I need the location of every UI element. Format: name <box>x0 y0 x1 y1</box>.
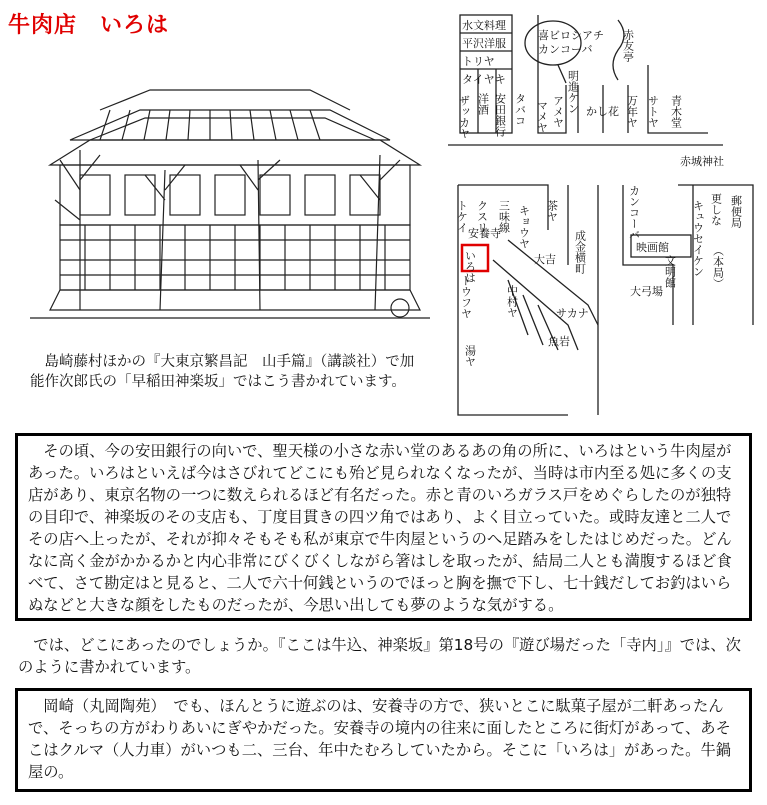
map-label-shop: 水文料理 <box>462 19 506 32</box>
map-label-yubin: 郵便局 <box>729 195 743 228</box>
map-label-zakkaya: ザッカヤ <box>457 95 471 139</box>
map-label-uoiwa: 魚岩 <box>548 335 570 348</box>
map-label-shop: タイヤキ <box>462 73 506 86</box>
body-paragraph: では、どこにあったのでしょうか。『ここは牛込、神楽坂』第18号の『遊び場だった「寺内」』では、次のように書かれています。 <box>18 636 741 676</box>
map-label-meiji: 明進ケン <box>566 70 580 114</box>
map-bubble-line: カンコーバ <box>538 43 593 56</box>
map-label-nakamura: 中村ヤ <box>505 285 519 318</box>
map-label-sakanaya: サカナ <box>556 307 589 320</box>
map-label-shop: 平沢洋服 <box>462 37 506 50</box>
map-label-yuya: 湯ヤ <box>463 345 477 367</box>
map-label-shamisen: 三味線 <box>497 200 511 233</box>
map-label-kanko: カンコーバ <box>627 185 641 240</box>
map-label-chaya: 茶ヤ <box>545 200 559 222</box>
map-label-satoya: サトヤ <box>646 95 660 128</box>
map-label-ameya: アメヤ <box>551 95 565 128</box>
map-label-tabako: タバコ <box>513 93 527 126</box>
quote-kanou: その頃、今の安田銀行の向いで、聖天様の小さな赤い堂のあるあの角の所に、いろはという牛肉屋があった。いろはといえば今はさびれてどこにも殆ど見られなくなったが、当時は市内至る処に多くの支店があり、東京名物の一つに数えられるほど有名だった。赤と青のいろガラス戸をめぐらしたのが独特の目印で、神楽坂のその支店も、丁度目貫きの四ツ角ではあり、よく目立っていた。或時友達と二人でその店へ上ったが、それが抑々そもそも私が東京で牛肉屋というのへ足踏みをしたはじめだった。どんなに高く金がかかるかと内心非常にびくびくしながら箸はしを取ったが、結局二人とも満腹するほど食べて、さて勘定はと見ると、二人で六十何銭というのでほっと胸を撫で下し、七十銭だしてお釣はいらぬなどと大きな顔をしたものだったが、今思い出しても夢のような気がする。 <box>15 433 752 621</box>
map-label-honkyoku: （本局） <box>711 245 725 289</box>
page-title: 牛肉店 いろは <box>8 13 170 38</box>
map-label-seiki: 青木堂 <box>669 95 683 128</box>
map-label-kyoya: キョウヤ <box>517 205 531 249</box>
sketch-caption: 島崎藤村ほかの『大東京繁昌記 山手篇』（講談社）で加能作次郎氏の「早稲田神楽坂」ではこう書かれています。 <box>30 354 415 390</box>
map-label-kusuri: クスリ <box>475 200 489 233</box>
map-label-daikichi: 大吉 <box>534 253 556 266</box>
map-label-mame: マメヤ <box>535 100 549 133</box>
map-label-toufuya: トウフヤ <box>459 275 473 319</box>
map-label-narukane: 成金横町 <box>573 230 587 274</box>
map-label-taihoba: 大弓場 <box>630 285 663 298</box>
map-label-yoshina: 更しな <box>709 193 723 226</box>
map-label-yasuda: 安田銀行 <box>493 93 507 137</box>
map-label-kyuseiken: キュウセイケン <box>691 200 705 277</box>
map-label-seki: 赤友亭 <box>621 29 635 62</box>
map-label-yoshu: 洋酒 <box>476 93 490 115</box>
map-label-bunmei: 文明館 <box>663 255 677 288</box>
map-label-eigakan: 映画館 <box>636 241 669 254</box>
map-label-hana: 花 <box>608 105 619 118</box>
map-label-kashi: かし <box>586 105 608 118</box>
map-label-manga: 万年ヤ <box>625 95 639 128</box>
building-sketch-illustration <box>30 70 430 335</box>
map-label-anyoji: 安養寺 <box>468 227 501 240</box>
map-label-shop: トリヤ <box>462 55 495 68</box>
map-label-iroha: いろは <box>463 250 477 283</box>
map-bubble-line: 喜ビロシアチ <box>538 29 604 42</box>
street-map <box>448 5 760 435</box>
map-label-akagi: 赤城神社 <box>680 155 724 168</box>
map-label-tokei: トケイ <box>455 200 469 233</box>
quote-okazaki: 岡崎（丸岡陶苑） でも、ほんとうに遊ぶのは、安養寺の方で、狭いとこに駄菓子屋が二軒あったんで、そっちの方がわりあいにぎやかだった。安養寺の境内の往来に面したところに街灯があって、あそこはクルマ（人力車）がいつも二、三台、年中たむろしていたから。そこに「いろは」があった。牛鍋屋の。 <box>15 688 752 792</box>
